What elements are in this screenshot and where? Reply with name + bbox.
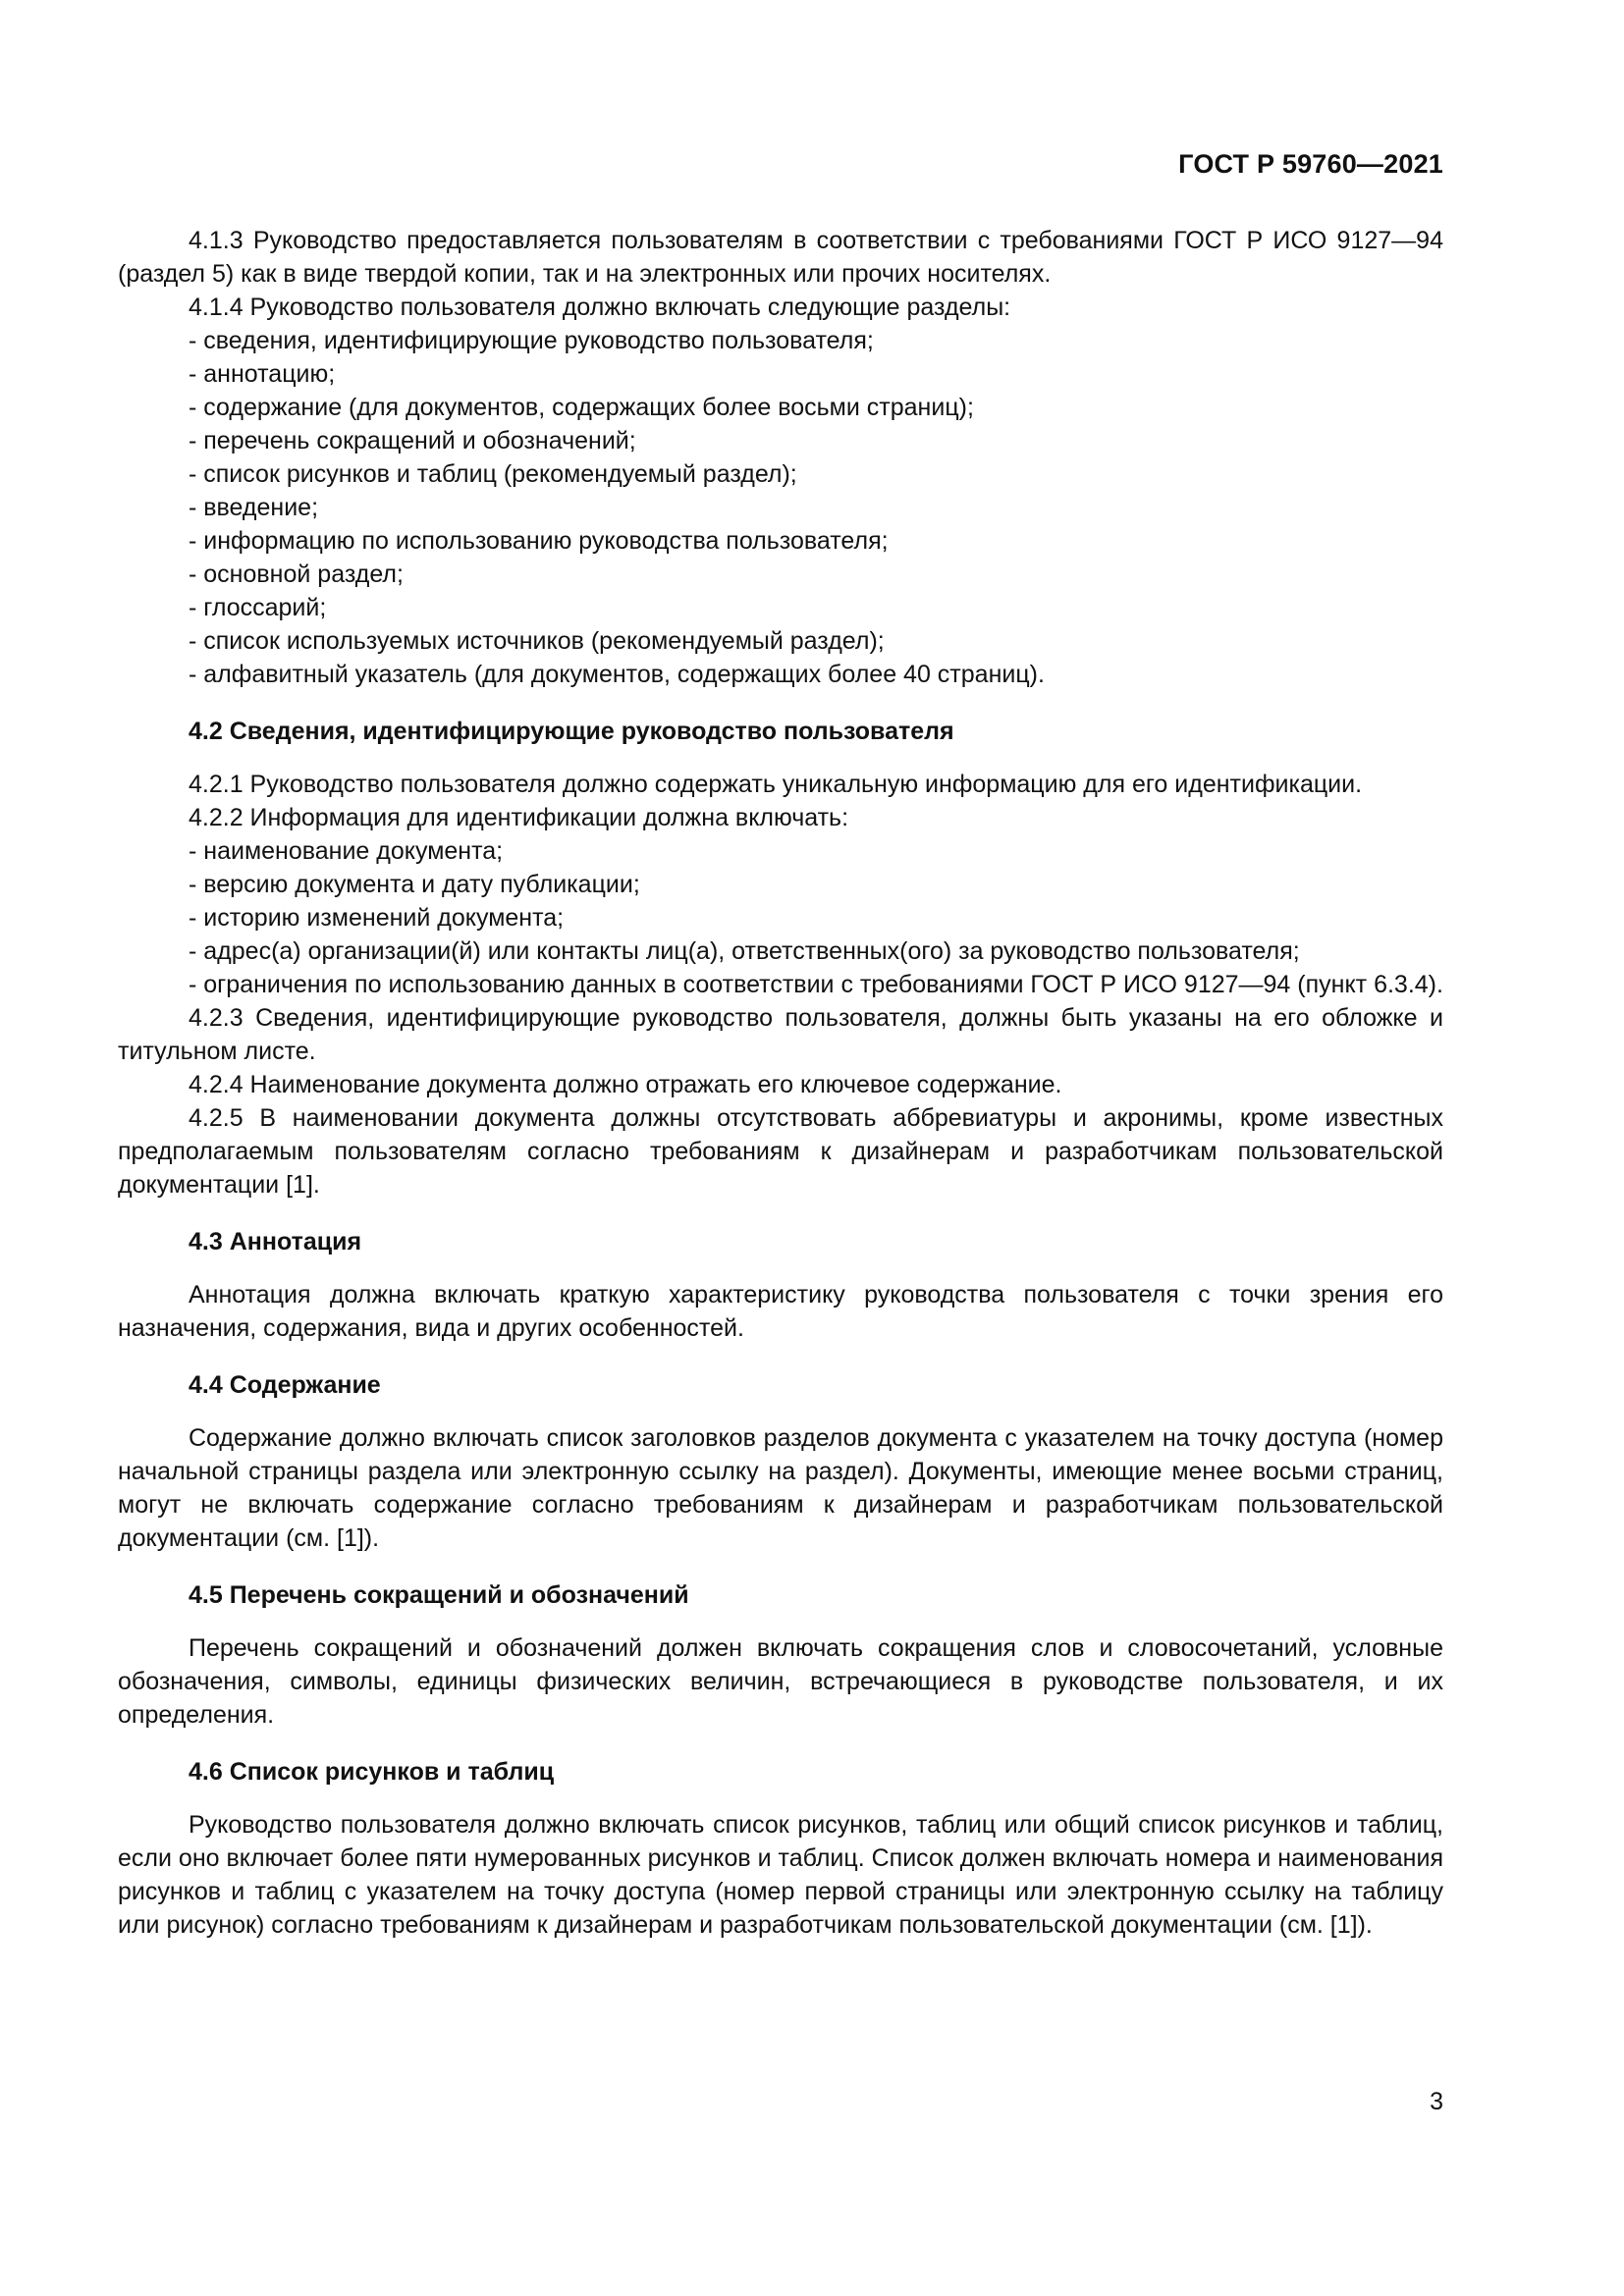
section-heading-4-2: 4.2 Сведения, идентифицирующие руководство пользователя bbox=[189, 718, 954, 745]
paragraph-4-2-2: 4.2.2 Информация для идентификации должна включать: bbox=[189, 804, 849, 831]
paragraph-4-2-3: 4.2.3 Сведения, идентифицирующие руководство пользователя, должны быть указаны на его обложке и титульном листе. bbox=[118, 1004, 1443, 1065]
section-heading-4-4: 4.4 Содержание bbox=[189, 1371, 381, 1399]
paragraph-4-1-3: 4.1.3 Руководство предоставляется пользователям в соответствии с требованиями ГОСТ Р ИСО 9127—94 (раздел 5) как в виде твердой копии, так и на электронных или прочих носителях. bbox=[118, 227, 1443, 288]
list-item: - наименование документа; bbox=[189, 837, 504, 865]
list-item: - версию документа и дату публикации; bbox=[189, 871, 640, 898]
list-item: - адрес(а) организации(й) или контакты лиц(а), ответственных(ого) за руководство пользователя; bbox=[189, 937, 1300, 965]
list-item: - алфавитный указатель (для документов, содержащих более 40 страниц). bbox=[189, 661, 1045, 688]
paragraph-4-6: Руководство пользователя должно включать список рисунков, таблиц или общий список рисунков и таблиц, если оно включает более пяти нумерованных рисунков и таблиц. Список должен включать номера и наименования рисунков и таблиц с указателем на точку доступа (номер первой страницы или электронную ссылку на таблицу или рисунок) согласно требованиям к дизайнерам и разработчикам пользовательской документации (см. [1]). bbox=[118, 1811, 1443, 1939]
page-number: 3 bbox=[1430, 2088, 1443, 2115]
section-heading-4-5: 4.5 Перечень сокращений и обозначений bbox=[189, 1581, 689, 1609]
list-item: - основной раздел; bbox=[189, 561, 404, 588]
paragraph-4-1-4: 4.1.4 Руководство пользователя должно включать следующие разделы: bbox=[189, 294, 1011, 321]
paragraph-4-5: Перечень сокращений и обозначений должен включать сокращения слов и словосочетаний, условные обозначения, символы, единицы физических величин, встречающиеся в руководстве пользователя, и их определения. bbox=[118, 1634, 1443, 1729]
paragraph-4-3: Аннотация должна включать краткую характеристику руководства пользователя с точки зрения его назначения, содержания, вида и других особенностей. bbox=[118, 1281, 1443, 1342]
list-item: - перечень сокращений и обозначений; bbox=[189, 427, 636, 454]
list-item: - список рисунков и таблиц (рекомендуемый раздел); bbox=[189, 460, 797, 488]
section-heading-4-6: 4.6 Список рисунков и таблиц bbox=[189, 1758, 555, 1786]
list-item: - список используемых источников (рекомендуемый раздел); bbox=[189, 627, 885, 655]
paragraph-4-4: Содержание должно включать список заголовков разделов документа с указателем на точку доступа (номер начальной страницы раздела или электронную ссылку на раздел). Документы, имеющие менее восьми страниц, могут не включать содержание согласно требованиям к дизайнерам и разработчикам пользовательской документации (см. [1]). bbox=[118, 1424, 1443, 1552]
list-item: - ограничения по использованию данных в соответствии с требованиями ГОСТ Р ИСО 9127—94 (пункт 6.3.4). bbox=[189, 971, 1443, 998]
document-body bbox=[118, 224, 1443, 1942]
section-heading-4-3: 4.3 Аннотация bbox=[189, 1228, 362, 1255]
paragraph-4-2-5: 4.2.5 В наименовании документа должны отсутствовать аббревиатуры и акронимы, кроме известных предполагаемым пользователям согласно требованиям к дизайнерам и разработчикам пользовательской документации [1]. bbox=[118, 1104, 1443, 1199]
list-item: - историю изменений документа; bbox=[189, 904, 565, 932]
list-item: - глоссарий; bbox=[189, 594, 327, 621]
document-code-header: ГОСТ Р 59760—2021 bbox=[1178, 149, 1443, 179]
list-item: - сведения, идентифицирующие руководство пользователя; bbox=[189, 327, 874, 354]
paragraph-4-2-1: 4.2.1 Руководство пользователя должно содержать уникальную информацию для его идентификации. bbox=[189, 771, 1363, 798]
list-item: - содержание (для документов, содержащих более восьми страниц); bbox=[189, 394, 974, 421]
paragraph-4-2-4: 4.2.4 Наименование документа должно отражать его ключевое содержание. bbox=[189, 1071, 1062, 1098]
list-item: - аннотацию; bbox=[189, 360, 336, 388]
list-item: - информацию по использованию руководства пользователя; bbox=[189, 527, 889, 555]
list-item: - введение; bbox=[189, 494, 319, 521]
